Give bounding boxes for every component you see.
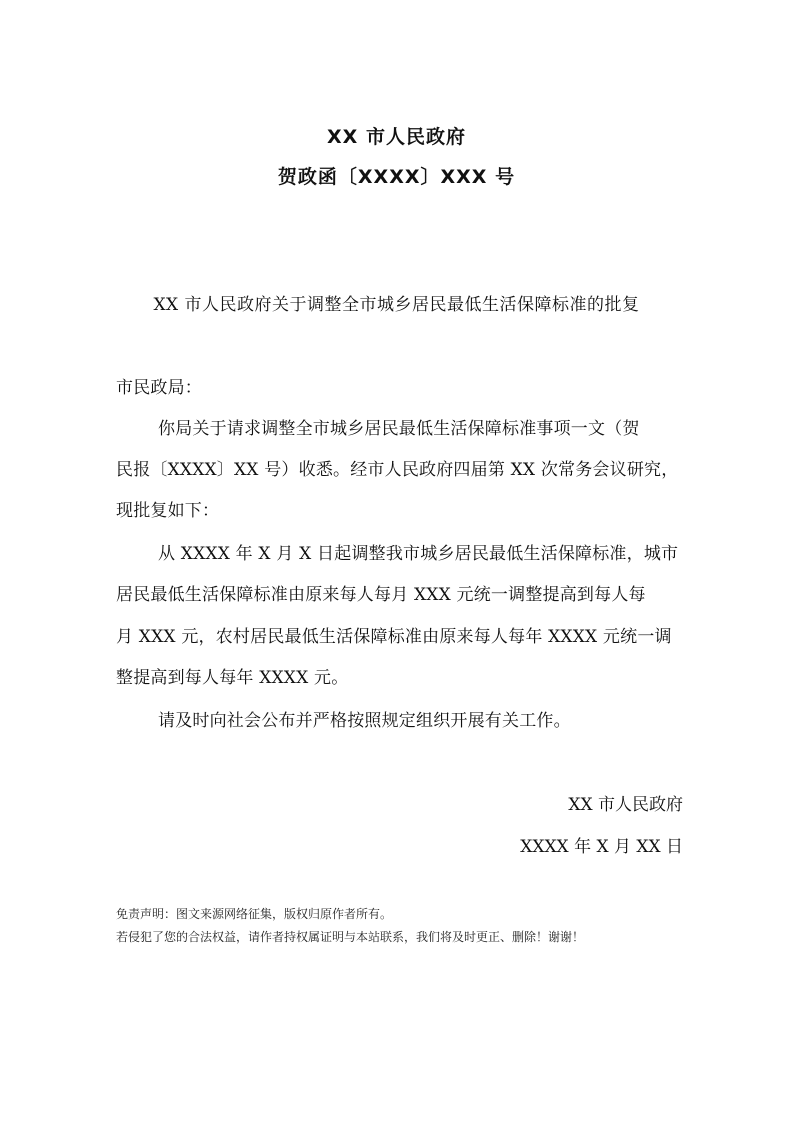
disclaimer-line-2: 若侵犯了您的合法权益，请作者持权属证明与本站联系，我们将及时更正、删除！谢谢！ — [116, 930, 585, 944]
body-p2-line-3: 月 XXX 元，农村居民最低生活保障标准由原来每人每年 XXXX 元统一调 — [116, 627, 672, 647]
signature-org: XX 市人民政府 — [568, 795, 683, 815]
disclaimer-line-1: 免责声明：图文来源网络征集，版权归原作者所有。 — [116, 907, 393, 921]
body-p2-line-2: 居民最低生活保障标准由原来每人每月 XXX 元统一调整提高到每人每 — [116, 585, 646, 605]
body-p1-line-3: 现批复如下： — [116, 501, 220, 521]
salutation: 市民政局： — [116, 378, 202, 398]
document-number: 贺政函〔XXXX〕XXX 号 — [277, 166, 516, 188]
body-p2-line-4: 整提高到每人每年 XXXX 元。 — [116, 668, 349, 688]
body-p2-line-1: 从 XXXX 年 X 月 X 日起调整我市城乡居民最低生活保障标准，城市 — [158, 544, 679, 564]
issuer-title: XX 市人民政府 — [327, 126, 466, 148]
body-p1-line-2: 民报〔XXXX〕XX 号）收悉。经市人民政府四届第 XX 次常务会议研究， — [116, 460, 679, 480]
document-subject: XX 市人民政府关于调整全市城乡居民最低生活保障标准的批复 — [153, 295, 640, 315]
signature-date: XXXX 年 X 月 XX 日 — [520, 837, 683, 857]
body-p1-line-1: 你局关于请求调整全市城乡居民最低生活保障标准事项一文（贺 — [158, 419, 640, 439]
body-p3-line-1: 请及时向社会公布并严格按照规定组织开展有关工作。 — [158, 711, 571, 731]
